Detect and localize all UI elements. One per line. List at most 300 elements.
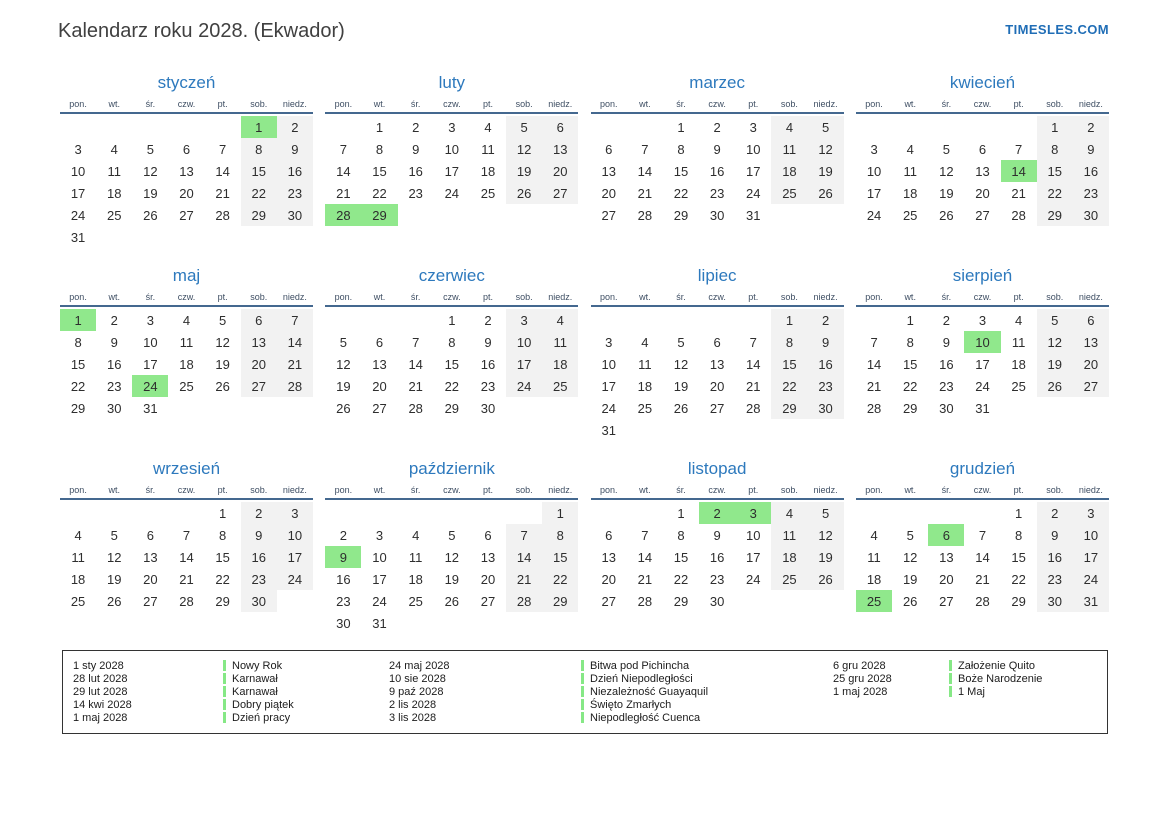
- day-cell-empty: [506, 502, 542, 524]
- day-cell-empty: [398, 419, 434, 441]
- day-cell-empty: [398, 612, 434, 634]
- day-cell: 15: [372, 163, 387, 179]
- day-cell: 15: [241, 160, 277, 182]
- day-cell: 29: [1011, 593, 1026, 609]
- day-cell: 25: [480, 185, 496, 201]
- day-cell-empty: [591, 612, 627, 634]
- day-cell: 17: [506, 353, 542, 375]
- month-calendar: [591, 265, 844, 441]
- day-cell: 7: [978, 527, 987, 543]
- day-cell-empty: [808, 590, 844, 612]
- legend-entry-name: Święto Zmarłych: [590, 698, 672, 711]
- day-cell: 2: [412, 119, 420, 135]
- weekday-header: pt.: [482, 292, 493, 302]
- day-cell: 17: [444, 163, 460, 179]
- month-calendar: [325, 72, 578, 248]
- day-cell: 22: [241, 182, 277, 204]
- weekday-header: czw.: [708, 99, 726, 109]
- day-cell: 7: [277, 309, 313, 331]
- day-cell-empty: [132, 116, 168, 138]
- day-cell: 16: [480, 356, 496, 372]
- legend-entry-date: 24 maj 2028: [389, 659, 450, 672]
- day-cell: 6: [928, 524, 964, 546]
- day-cell-empty: [361, 226, 397, 248]
- day-cell-empty: [771, 204, 807, 226]
- day-cell: 27: [143, 593, 158, 609]
- month-calendar: [325, 458, 578, 634]
- day-cell: 9: [713, 527, 721, 543]
- day-cell: 26: [336, 400, 351, 416]
- weekday-header: pt.: [748, 485, 759, 495]
- day-cell: 30: [241, 590, 277, 612]
- legend-entry-marker: [949, 660, 952, 671]
- day-cell: 13: [601, 163, 616, 179]
- day-cell-empty: [928, 419, 964, 441]
- day-cell-empty: [771, 590, 807, 612]
- day-cell-empty: [892, 419, 928, 441]
- day-cell: 24: [746, 571, 761, 587]
- day-cell-empty: [398, 502, 434, 524]
- month-calendar: [60, 458, 313, 634]
- day-cell: 4: [641, 334, 649, 350]
- day-cell: 18: [106, 185, 122, 201]
- day-cell-empty: [627, 116, 663, 138]
- day-cell: 13: [709, 356, 725, 372]
- day-cell: 7: [870, 334, 878, 350]
- day-cell: 23: [808, 375, 844, 397]
- weekday-header: niedz.: [282, 485, 307, 495]
- day-cell-empty: [205, 419, 241, 441]
- day-cell: 2: [699, 502, 735, 524]
- day-cell: 15: [771, 353, 807, 375]
- day-cell: 26: [506, 182, 542, 204]
- day-cell: 3: [605, 334, 613, 350]
- day-cell: 10: [444, 141, 460, 157]
- day-cell: 11: [867, 549, 881, 565]
- day-cell: 18: [902, 185, 918, 201]
- weekday-header: pon.: [865, 292, 883, 302]
- month-title: listopad: [687, 459, 747, 478]
- month-calendar: [856, 72, 1109, 248]
- day-cell-empty: [542, 226, 578, 248]
- weekday-header: śr.: [410, 485, 421, 495]
- legend-entry: [389, 698, 833, 711]
- day-cell: 1: [448, 312, 456, 328]
- day-cell: 10: [601, 356, 616, 372]
- day-cell: 7: [641, 141, 649, 157]
- day-cell-empty: [205, 397, 241, 419]
- day-cell: 3: [448, 119, 456, 135]
- day-cell: 29: [771, 397, 807, 419]
- day-cell-empty: [928, 612, 964, 634]
- weekday-header: pt.: [1013, 292, 1024, 302]
- weekday-header: niedz.: [282, 292, 307, 302]
- day-cell-empty: [1037, 419, 1073, 441]
- day-cell: 30: [1037, 590, 1073, 612]
- day-cell: 12: [143, 163, 158, 179]
- legend-entry: [73, 659, 389, 672]
- weekday-header: czw.: [177, 99, 196, 109]
- day-cell: 28: [637, 593, 653, 609]
- day-cell: 10: [70, 163, 86, 179]
- day-cell: 3: [870, 141, 878, 157]
- day-cell: 6: [713, 334, 721, 350]
- day-cell: 7: [219, 141, 227, 157]
- weekday-header: sob.: [250, 292, 268, 302]
- day-cell-empty: [398, 226, 434, 248]
- day-cell: 26: [444, 593, 460, 609]
- day-cell: 29: [542, 590, 578, 612]
- day-cell: 19: [506, 160, 542, 182]
- day-cell: 16: [277, 160, 313, 182]
- day-cell: 2: [713, 119, 721, 135]
- month-calendar: [591, 458, 844, 634]
- day-cell: 14: [1001, 160, 1037, 182]
- day-cell: 11: [903, 163, 917, 179]
- day-cell: 22: [444, 378, 460, 394]
- day-cell: 17: [601, 378, 616, 394]
- day-grid: [60, 502, 313, 634]
- weekday-header: pon.: [599, 99, 618, 109]
- day-cell-empty: [964, 226, 1000, 248]
- day-cell: 3: [277, 502, 313, 524]
- day-cell-empty: [470, 502, 506, 524]
- day-cell: 21: [215, 185, 230, 201]
- weekday-header: wt.: [904, 485, 916, 495]
- day-cell: 28: [215, 207, 230, 223]
- day-cell-empty: [168, 419, 204, 441]
- weekday-header-row: [856, 485, 1109, 500]
- day-cell: 16: [336, 571, 351, 587]
- legend-entry-date: 1 maj 2028: [833, 685, 888, 698]
- legend-entry-marker: [223, 660, 226, 671]
- day-cell-empty: [663, 612, 699, 634]
- day-cell: 10: [964, 331, 1000, 353]
- day-cell: 15: [1037, 160, 1073, 182]
- weekday-header: pon.: [865, 99, 883, 109]
- day-cell: 4: [110, 141, 118, 157]
- day-cell-empty: [60, 116, 96, 138]
- weekday-header: sob.: [515, 99, 533, 109]
- day-cell: 26: [673, 400, 689, 416]
- weekday-header: pt.: [217, 99, 228, 109]
- day-cell: 20: [372, 378, 387, 394]
- day-cell: 23: [241, 568, 277, 590]
- weekday-header: wt.: [108, 292, 120, 302]
- day-cell: 22: [771, 375, 807, 397]
- day-cell-empty: [1001, 612, 1037, 634]
- day-cell: 21: [336, 185, 351, 201]
- day-cell-empty: [96, 419, 132, 441]
- day-cell-empty: [808, 226, 844, 248]
- day-cell-empty: [241, 419, 277, 441]
- day-cell: 6: [1073, 309, 1109, 331]
- day-cell-empty: [771, 226, 807, 248]
- day-cell: 20: [143, 571, 158, 587]
- day-cell-empty: [964, 116, 1000, 138]
- day-cell-empty: [735, 226, 771, 248]
- weekday-header: wt.: [639, 99, 651, 109]
- day-cell: 20: [709, 378, 725, 394]
- day-grid: [325, 309, 578, 441]
- day-cell: 1: [677, 119, 685, 135]
- day-cell: 7: [339, 141, 348, 157]
- day-cell: 24: [506, 375, 542, 397]
- legend-entry-date: 3 lis 2028: [389, 711, 437, 724]
- day-cell: 21: [637, 185, 653, 201]
- day-cell-empty: [60, 612, 96, 634]
- day-cell: 22: [902, 378, 918, 394]
- day-cell: 1: [1015, 505, 1023, 521]
- day-cell-empty: [241, 226, 277, 248]
- weekday-header: śr.: [410, 99, 421, 109]
- day-cell-empty: [542, 397, 578, 419]
- day-grid: [591, 502, 844, 634]
- weekday-header: pt.: [217, 292, 228, 302]
- day-cell: 27: [179, 207, 194, 223]
- legend-column: [389, 659, 833, 724]
- day-cell: 19: [673, 378, 689, 394]
- day-cell: 10: [746, 141, 761, 157]
- day-cell: 29: [444, 400, 460, 416]
- legend-entry-date: 9 paź 2028: [389, 685, 444, 698]
- day-cell: 2: [484, 312, 492, 328]
- day-cell-empty: [434, 419, 470, 441]
- day-cell-empty: [506, 204, 542, 226]
- day-cell-empty: [627, 309, 663, 331]
- day-cell: 4: [906, 141, 914, 157]
- day-cell: 23: [939, 378, 954, 394]
- day-cell-empty: [808, 612, 844, 634]
- day-cell: 12: [336, 356, 351, 372]
- day-cell-empty: [542, 612, 578, 634]
- day-cell: 9: [325, 546, 361, 568]
- day-cell: 24: [132, 375, 168, 397]
- day-cell: 13: [939, 549, 954, 565]
- weekday-header: wt.: [904, 99, 916, 109]
- day-cell-empty: [361, 419, 397, 441]
- day-cell: 25: [408, 593, 423, 609]
- day-cell: 30: [709, 593, 725, 609]
- day-cell: 19: [143, 185, 158, 201]
- day-cell-empty: [361, 309, 397, 331]
- day-cell: 17: [746, 163, 761, 179]
- day-cell: 10: [1073, 524, 1109, 546]
- day-cell: 7: [506, 524, 542, 546]
- day-cell: 19: [444, 571, 460, 587]
- day-cell: 2: [110, 312, 118, 328]
- day-cell-empty: [325, 226, 361, 248]
- legend-entry-name: Założenie Quito: [958, 659, 1036, 672]
- day-cell-empty: [1073, 226, 1109, 248]
- weekday-header: pt.: [217, 485, 228, 495]
- weekday-header-row: [60, 485, 313, 500]
- weekday-header-row: [60, 99, 313, 114]
- legend-column: [833, 659, 1107, 724]
- day-cell: 8: [74, 334, 82, 350]
- day-cell-empty: [506, 419, 542, 441]
- day-cell-empty: [627, 419, 663, 441]
- day-cell-empty: [1001, 419, 1037, 441]
- day-cell: 26: [106, 593, 122, 609]
- day-cell: 7: [749, 334, 757, 350]
- day-cell-empty: [1037, 612, 1073, 634]
- day-cell: 1: [219, 505, 227, 521]
- day-cell: 28: [506, 590, 542, 612]
- weekday-header: pon.: [599, 485, 618, 495]
- day-cell: 23: [277, 182, 313, 204]
- weekday-header: pt.: [482, 485, 493, 495]
- day-cell-empty: [1037, 397, 1073, 419]
- day-cell: 19: [1037, 353, 1073, 375]
- timesles-logo-link[interactable]: TIMESLES.COM: [1005, 22, 1109, 37]
- day-cell: 29: [215, 593, 230, 609]
- day-cell: 4: [484, 119, 492, 135]
- day-cell-empty: [398, 309, 434, 331]
- day-cell: 4: [771, 116, 807, 138]
- weekday-header: śr.: [676, 485, 686, 495]
- weekday-header: śr.: [676, 292, 686, 302]
- day-cell: 4: [182, 312, 191, 328]
- day-grid: [60, 309, 313, 441]
- day-cell: 24: [601, 400, 616, 416]
- month-title: czerwiec: [418, 266, 485, 285]
- day-cell: 16: [1073, 160, 1109, 182]
- day-cell: 30: [808, 397, 844, 419]
- day-cell: 29: [902, 400, 918, 416]
- weekday-header: sob.: [515, 292, 533, 302]
- day-cell-empty: [132, 612, 168, 634]
- day-cell: 1: [1037, 116, 1073, 138]
- weekday-header: pon.: [69, 485, 87, 495]
- day-cell: 28: [746, 400, 761, 416]
- weekday-header-row: [856, 99, 1109, 114]
- day-cell-empty: [277, 397, 313, 419]
- day-cell: 11: [1011, 334, 1026, 350]
- day-cell-empty: [96, 612, 132, 634]
- day-cell: 28: [1011, 207, 1026, 223]
- day-cell: 19: [336, 378, 351, 394]
- weekday-header-row: [591, 99, 844, 114]
- day-cell: 17: [143, 356, 158, 372]
- legend-entry-date: 29 lut 2028: [73, 685, 128, 698]
- day-grid: [325, 502, 578, 634]
- day-cell: 19: [939, 185, 954, 201]
- day-cell-empty: [591, 502, 627, 524]
- holiday-legend: [62, 650, 1108, 734]
- weekday-header: pt.: [748, 292, 759, 302]
- day-cell: 13: [241, 331, 277, 353]
- weekday-header: sob.: [1046, 292, 1064, 302]
- day-cell: 30: [277, 204, 313, 226]
- weekday-header-row: [325, 292, 578, 307]
- day-cell: 15: [902, 356, 918, 372]
- weekday-header: wt.: [373, 485, 386, 495]
- day-cell-empty: [96, 116, 132, 138]
- day-cell: 23: [1037, 568, 1073, 590]
- day-cell: 14: [975, 549, 990, 565]
- weekday-header: sob.: [515, 485, 533, 495]
- day-cell-empty: [434, 502, 470, 524]
- day-cell: 7: [182, 527, 191, 543]
- day-cell: 12: [444, 549, 460, 565]
- day-cell-empty: [241, 397, 277, 419]
- day-cell: 22: [1011, 571, 1026, 587]
- day-cell: 27: [975, 207, 990, 223]
- day-cell: 17: [1073, 546, 1109, 568]
- day-cell: 22: [542, 568, 578, 590]
- day-cell: 1: [677, 505, 685, 521]
- day-cell: 11: [542, 331, 578, 353]
- day-cell-empty: [470, 419, 506, 441]
- day-cell: 13: [143, 549, 158, 565]
- legend-entry-marker: [581, 686, 584, 697]
- legend-entry-marker: [581, 712, 584, 723]
- month-title: sierpień: [952, 266, 1013, 285]
- day-cell: 28: [866, 400, 882, 416]
- day-cell: 23: [1073, 182, 1109, 204]
- day-cell-empty: [699, 419, 735, 441]
- day-cell-empty: [699, 309, 735, 331]
- day-cell: 8: [241, 138, 277, 160]
- day-cell: 25: [771, 182, 807, 204]
- day-cell: 18: [70, 571, 86, 587]
- day-cell: 15: [444, 356, 460, 372]
- legend-entry-date: 25 gru 2028: [833, 672, 892, 685]
- day-cell: 30: [106, 400, 122, 416]
- day-cell: 1: [60, 309, 96, 331]
- day-cell: 1: [375, 119, 384, 135]
- day-cell-empty: [591, 226, 627, 248]
- day-cell-empty: [434, 226, 470, 248]
- day-cell: 10: [277, 524, 313, 546]
- months-grid: [60, 72, 1109, 634]
- day-cell: 20: [601, 185, 616, 201]
- weekday-header: niedz.: [813, 292, 838, 302]
- month-title: marzec: [689, 73, 746, 92]
- day-cell: 4: [74, 527, 82, 543]
- day-cell-empty: [1001, 397, 1037, 419]
- day-cell: 28: [408, 400, 423, 416]
- day-cell-empty: [325, 502, 361, 524]
- day-cell: 10: [372, 549, 387, 565]
- day-cell: 21: [975, 571, 990, 587]
- day-cell: 6: [182, 141, 191, 157]
- day-cell-empty: [856, 419, 892, 441]
- day-cell: 17: [277, 546, 313, 568]
- day-cell-empty: [591, 309, 627, 331]
- weekday-header: sob.: [1046, 485, 1064, 495]
- day-cell: 23: [709, 185, 725, 201]
- day-cell: 9: [713, 141, 721, 157]
- day-cell: 6: [542, 116, 578, 138]
- day-cell-empty: [808, 204, 844, 226]
- weekday-header: pon.: [334, 99, 353, 109]
- weekday-header: czw.: [973, 485, 992, 495]
- weekday-header: niedz.: [548, 485, 573, 495]
- day-cell-empty: [132, 226, 168, 248]
- legend-column: [73, 659, 389, 724]
- weekday-header: pon.: [865, 485, 883, 495]
- legend-entry-date: 14 kwi 2028: [73, 698, 132, 711]
- day-cell: 14: [277, 331, 313, 353]
- weekday-header: niedz.: [813, 485, 838, 495]
- day-cell: 24: [866, 207, 882, 223]
- weekday-header: pon.: [69, 99, 87, 109]
- day-cell: 4: [870, 527, 878, 543]
- day-cell-empty: [856, 309, 892, 331]
- day-cell: 10: [866, 163, 882, 179]
